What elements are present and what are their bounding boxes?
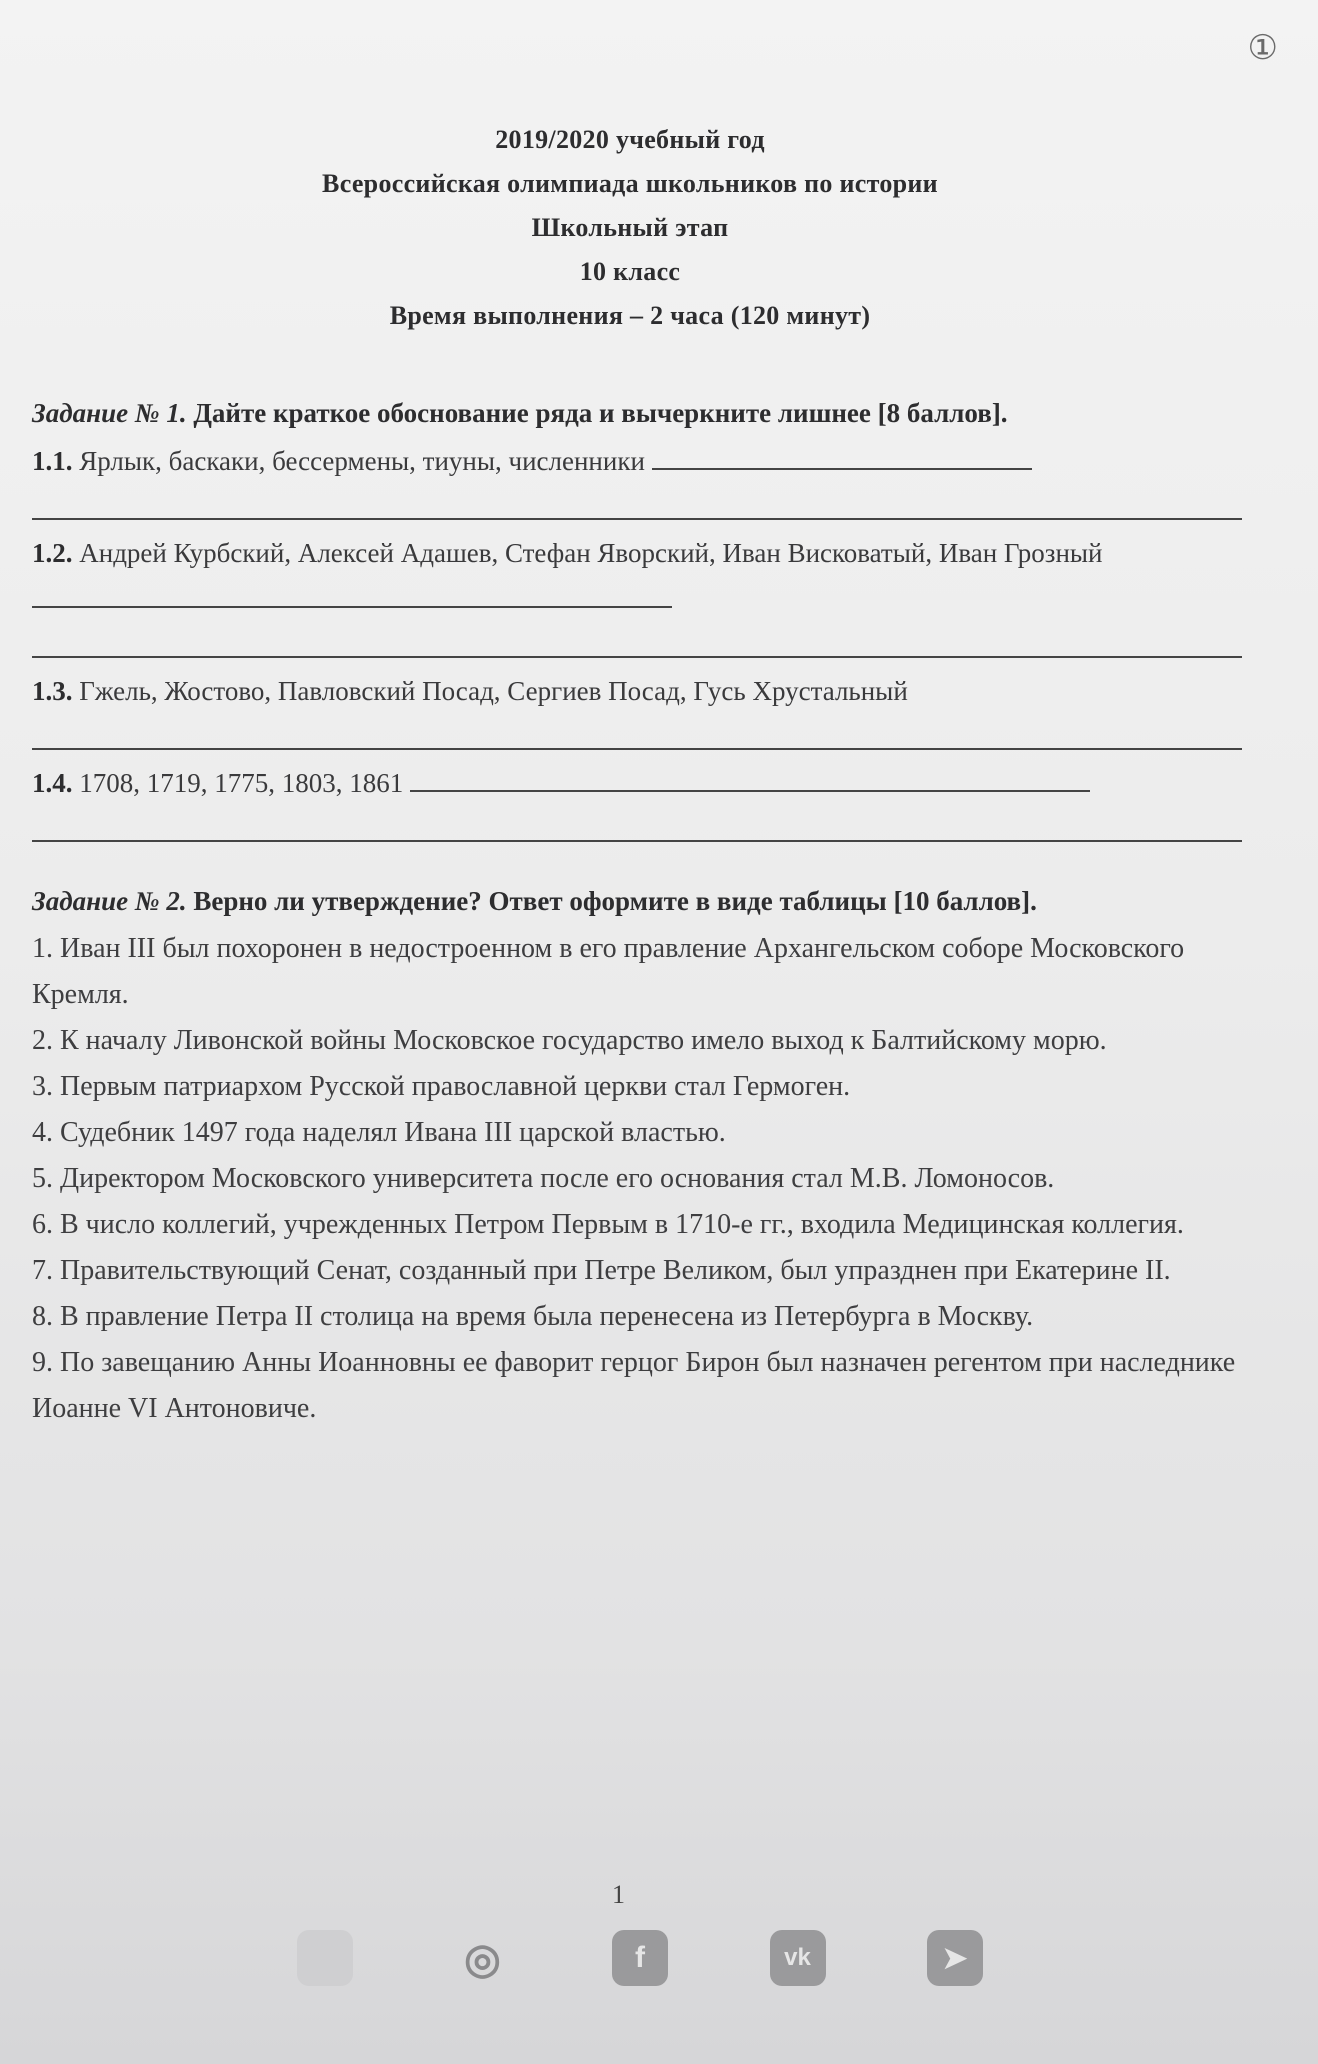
page-number: 1 [612, 1880, 625, 1909]
answer-line[interactable] [32, 580, 672, 608]
task2-text: Верно ли утверждение? Ответ оформите в виде таблицы [10 баллов]. [193, 886, 1037, 916]
answer-line[interactable] [410, 764, 1090, 792]
task1-label: Задание № 1. [32, 398, 187, 428]
document-header [0, 118, 1260, 338]
item-text: Ярлык, баскаки, бессермены, тиуны, численники [79, 446, 645, 476]
vk-icon[interactable]: vk [770, 1930, 826, 1986]
statement: 6. В число коллегий, учрежденных Петром Первым в 1710-е гг., входила Медицинская коллегия. [32, 1209, 1184, 1240]
answer-line[interactable] [32, 714, 1242, 750]
task2-title [32, 876, 1242, 926]
footer-item[interactable] [418, 1930, 548, 2050]
item-text: 1708, 1719, 1775, 1803, 1861 [79, 768, 404, 798]
blank-icon[interactable] [297, 1930, 353, 1986]
grade: 10 класс [579, 257, 681, 286]
task1-text: Дайте краткое обоснование ряда и вычеркните лишнее [8 баллов]. [193, 398, 1008, 428]
task2-label: Задание № 2. [32, 886, 187, 916]
item-number: 1.3. [32, 676, 73, 706]
item-text: Андрей Курбский, Алексей Адашев, Стефан Яворский, Иван Висковатый, Иван Грозный [79, 538, 1103, 568]
statement: 7. Правительствующий Сенат, созданный при Петре Великом, был упразднен при Екатерине II. [32, 1255, 1171, 1286]
corner-mark: ① [1247, 29, 1278, 67]
duration: Время выполнения – 2 часа (120 минут) [389, 301, 871, 330]
statement: 3. Первым патриархом Русской православной церкви стал Гермоген. [32, 1071, 851, 1102]
olympiad-title: Всероссийская олимпиада школьников по истории [322, 169, 938, 198]
footer-toolbar [260, 1930, 1020, 2050]
statement-list [32, 926, 1242, 1432]
footer-item[interactable] [260, 1930, 390, 2050]
statement: 1. Иван III был похоронен в недостроенном в его правление Архангельском соборе Московского Кремля. [32, 933, 1185, 1010]
document-body [32, 388, 1242, 1432]
item-number: 1.2. [32, 538, 73, 568]
footer-item[interactable] [733, 1930, 863, 2050]
statement: 9. По завещанию Анны Иоанновны ее фаворит герцог Бирон был назначен регентом при наследнике Иоанне VI Антоновиче. [32, 1347, 1236, 1424]
task1-item [32, 438, 1242, 484]
answer-line[interactable] [32, 622, 1242, 658]
telegram-icon[interactable]: ➤ [927, 1930, 983, 1986]
stage: Школьный этап [531, 213, 729, 242]
footer-item[interactable] [575, 1930, 705, 2050]
answer-line[interactable] [652, 442, 1032, 470]
task1-item [32, 760, 1242, 806]
statement: 8. В правление Петра II столица на время была перенесена из Петербурга в Москву. [32, 1301, 1034, 1332]
task1-title [32, 388, 1242, 438]
instagram-icon[interactable]: ◎ [464, 1934, 501, 1982]
task1-item [32, 668, 1242, 714]
item-text: Гжель, Жостово, Павловский Посад, Сергиев Посад, Гусь Хрустальный [79, 676, 908, 706]
statement: 5. Директором Московского университета после его основания стал М.В. Ломоносов. [32, 1163, 1055, 1194]
school-year: 2019/2020 учебный год [495, 125, 765, 154]
item-number: 1.4. [32, 768, 73, 798]
item-number: 1.1. [32, 446, 73, 476]
answer-line[interactable] [32, 484, 1242, 520]
facebook-icon[interactable]: f [612, 1930, 668, 1986]
footer-item[interactable] [890, 1930, 1020, 2050]
statement: 4. Судебник 1497 года наделял Ивана III царской властью. [32, 1117, 726, 1148]
task1-item [32, 530, 1242, 622]
statement: 2. К началу Ливонской войны Московское государство имело выход к Балтийскому морю. [32, 1025, 1107, 1056]
answer-line[interactable] [32, 806, 1242, 842]
